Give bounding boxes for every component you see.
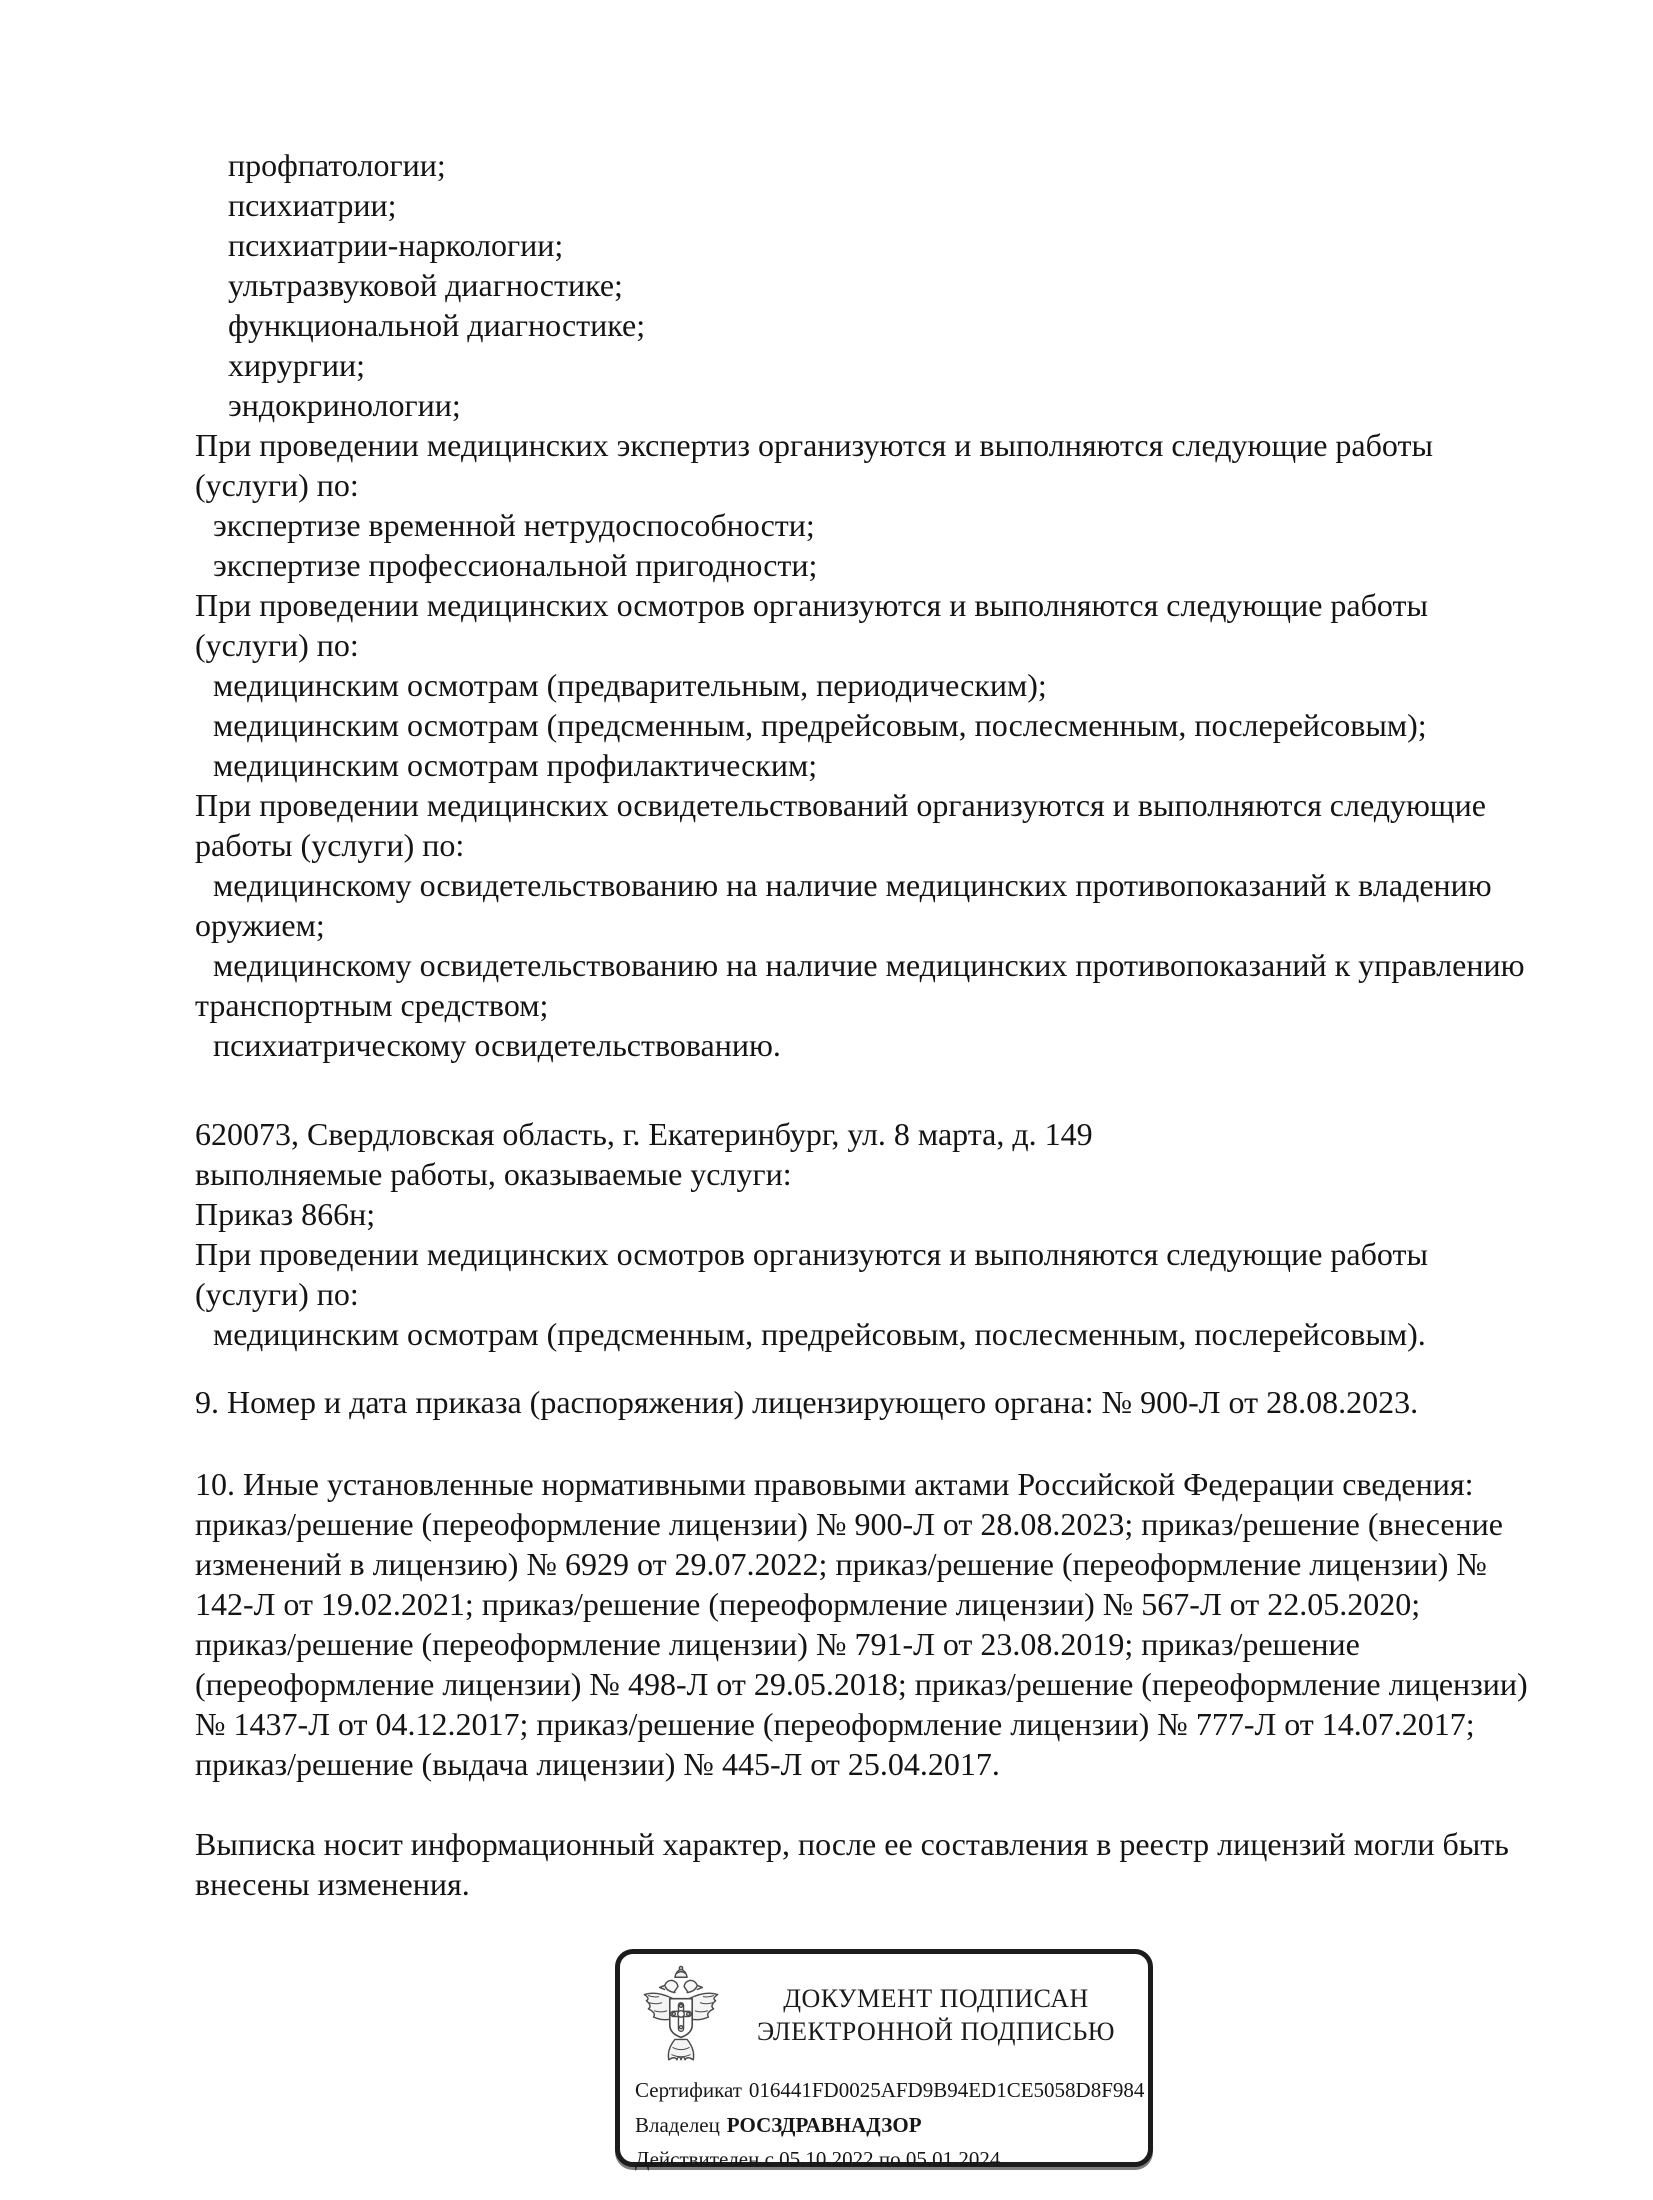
document-line: (услуги) по:	[195, 627, 359, 663]
certificate-value: 016441FD0025AFD9B94ED1CE5058D8F984	[748, 2078, 1145, 2102]
document-line: эндокринологии;	[228, 387, 461, 423]
document-line: психиатрическому освидетельствованию.	[213, 1027, 781, 1063]
stamp-title-line1: ДОКУМЕНТ ПОДПИСАН	[783, 1984, 1089, 2013]
document-line: приказ/решение (переоформление лицензии) № 900-Л от 28.08.2023; приказ/решение (внесение	[195, 1506, 1503, 1542]
certificate-label: Сертификат	[635, 2078, 742, 2102]
document-line: (переоформление лицензии) № 498-Л от 29.05.2018; приказ/решение (переоформление лицензии)	[195, 1666, 1528, 1702]
document-line: № 1437-Л от 04.12.2017; приказ/решение (переоформление лицензии) № 777-Л от 14.07.2017;	[195, 1706, 1475, 1742]
document-line: функциональной диагностике;	[228, 307, 646, 343]
document-line: медицинским осмотрам профилактическим;	[213, 747, 818, 783]
paragraph-spacer	[195, 1422, 1555, 1464]
signature-stamp	[615, 1949, 1153, 2171]
certificate-line	[635, 2075, 1144, 2105]
document-line: При проведении медицинских осмотров организуются и выполняются следующие работы	[195, 1236, 1428, 1272]
document-line: приказ/решение (выдача лицензии) № 445-Л от 25.04.2017.	[195, 1746, 1000, 1782]
owner-value: РОСЗДРАВНАДЗОР	[726, 2113, 922, 2137]
stamp-title	[724, 1982, 1148, 2048]
document-line: хирургии;	[228, 347, 365, 383]
document-line: ультразвуковой диагностике;	[228, 267, 623, 303]
document-line: работы (услуги) по:	[195, 827, 465, 863]
document-line: При проведении медицинских экспертиз организуются и выполняются следующие работы	[195, 427, 1433, 463]
document-line: психиатрии-наркологии;	[228, 227, 564, 263]
document-line: выполняемые работы, оказываемые услуги:	[195, 1156, 792, 1192]
document-line: транспортным средством;	[195, 987, 549, 1023]
document-line: оружием;	[195, 907, 325, 943]
document-line: психиатрии;	[228, 187, 397, 223]
document-line: При проведении медицинских осмотров организуются и выполняются следующие работы	[195, 587, 1428, 623]
document-line: 142-Л от 19.02.2021; приказ/решение (переоформление лицензии) № 567-Л от 22.05.2020;	[195, 1586, 1421, 1622]
document-line: приказ/решение (переоформление лицензии) № 791-Л от 23.08.2019; приказ/решение	[195, 1626, 1360, 1662]
paragraph-spacer	[195, 1784, 1555, 1824]
document-line: медицинским осмотрам (предсменным, предрейсовым, послесменным, послерейсовым).	[213, 1316, 1426, 1352]
document-line: медицинским осмотрам (предварительным, периодическим);	[213, 667, 1047, 703]
paragraph-spacer	[195, 1354, 1555, 1382]
document-line: экспертизе профессиональной пригодности;	[213, 547, 818, 583]
document-line: Выписка носит информационный характер, после ее составления в реестр лицензий могли быть	[195, 1826, 1509, 1862]
roszdravnadzor-eagle-emblem-icon	[636, 1964, 726, 2070]
document-line: внесены изменения.	[195, 1866, 470, 1902]
validity-line: Действителен с 05.10.2022 по 05.01.2024	[635, 2147, 1001, 2171]
document-line: профпатологии;	[228, 147, 446, 183]
owner-label: Владелец	[635, 2113, 720, 2137]
document-line: 10. Иные установленные нормативными правовыми актами Российской Федерации сведения:	[195, 1466, 1474, 1502]
document-line: медицинскому освидетельствованию на наличие медицинских противопоказаний к владению	[213, 867, 1492, 903]
document-line: медицинскому освидетельствованию на наличие медицинских противопоказаний к управлению	[213, 947, 1525, 983]
document-line: (услуги) по:	[195, 467, 359, 503]
document-line: 9. Номер и дата приказа (распоряжения) лицензирующего органа: № 900-Л от 28.08.2023.	[195, 1384, 1419, 1420]
document-line: Приказ 866н;	[195, 1196, 376, 1232]
document-line: экспертизе временной нетрудоспособности;	[213, 507, 815, 543]
document-line: При проведении медицинских освидетельствований организуются и выполняются следующие	[195, 787, 1486, 823]
document-line: медицинским осмотрам (предсменным, предрейсовым, послесменным, послерейсовым);	[213, 707, 1427, 743]
document-line: 620073, Свердловская область, г. Екатеринбург, ул. 8 марта, д. 149	[195, 1116, 1093, 1152]
document-line: изменений в лицензию) № 6929 от 29.07.2022; приказ/решение (переоформление лицензии) №	[195, 1546, 1487, 1582]
stamp-title-line2: ЭЛЕКТРОННОЙ ПОДПИСЬЮ	[757, 2017, 1115, 2046]
owner-line	[635, 2110, 922, 2140]
document-body	[195, 145, 1555, 1904]
paragraph-spacer	[195, 1065, 1555, 1114]
document-line: (услуги) по:	[195, 1276, 359, 1312]
